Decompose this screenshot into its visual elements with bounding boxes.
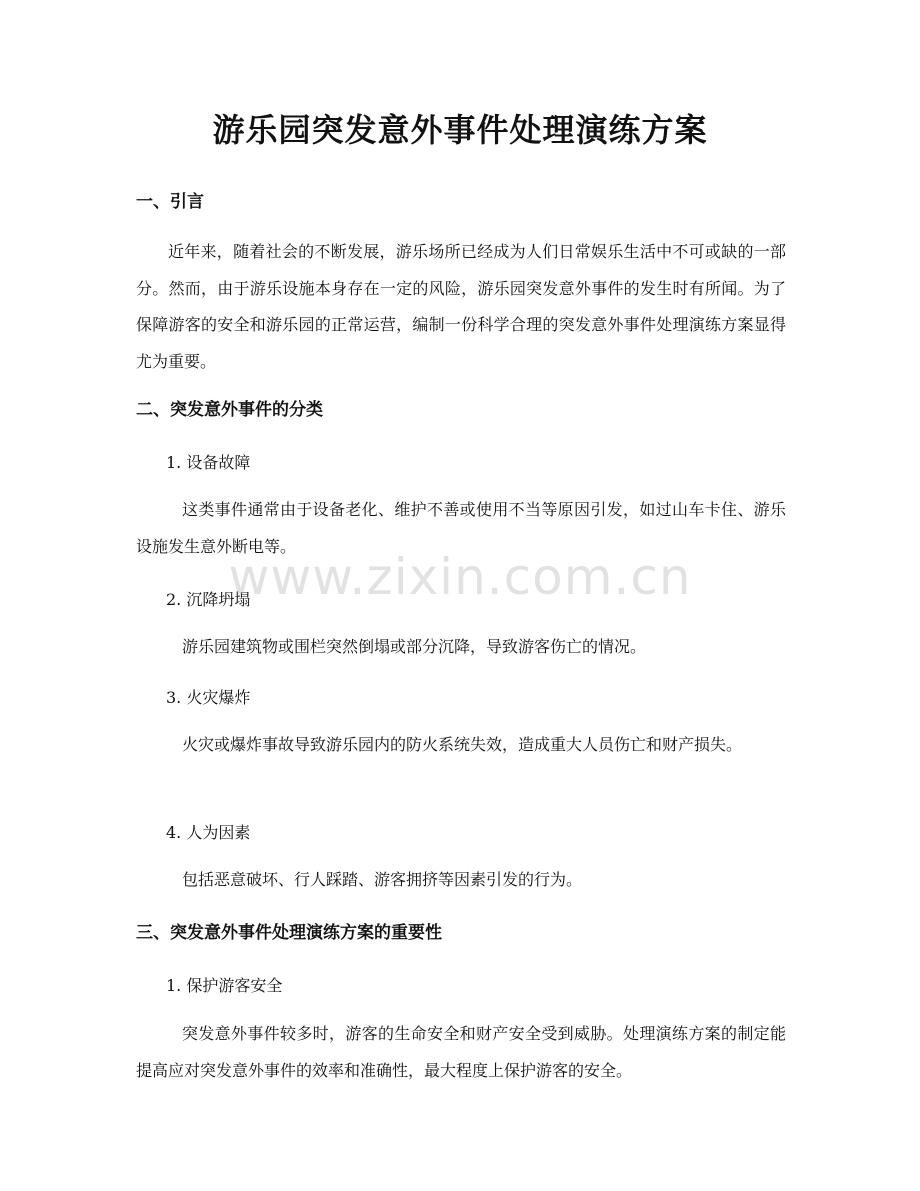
list-item-text: 突发意外事件较多时，游客的生命安全和财产安全受到威胁。处理演练方案的制定能提高应对突发意外事件的效率和准确性，最大程度上保护游客的安全。 [136, 1024, 786, 1080]
document-title: 游乐园突发意外事件处理演练方案 [212, 111, 708, 149]
list-item-text: 这类事件通常由于设备老化、维护不善或使用不当等原因引发，如过山车卡住、游乐设施发生意外断电等。 [136, 500, 786, 556]
list-item-text: 包括恶意破坏、行人踩踏、游客拥挤等因素引发的行为。 [182, 870, 583, 889]
list-item-label: 1. 设备故障 [166, 453, 251, 472]
section-heading-introduction: 一、引言 [136, 192, 204, 212]
list-item-label: 4. 人为因素 [166, 823, 251, 842]
section-heading-importance: 三、突发意外事件处理演练方案的重要性 [136, 923, 442, 943]
list-item-label: 3. 火灾爆炸 [166, 688, 251, 707]
introduction-paragraph: 近年来，随着社会的不断发展，游乐场所已经成为人们日常娱乐生活中不可或缺的一部分。然而，由于游乐设施本身存在一定的风险，游乐园突发意外事件的发生时有所闻。为了保障游客的安全和游乐园的正常运营，编制一份科学合理的突发意外事件处理演练方案显得尤为重要。 [136, 242, 786, 371]
list-item-label: 2. 沉降坍塌 [166, 590, 251, 609]
list-item-text: 火灾或爆炸事故导致游乐园内的防火系统失效，造成重大人员伤亡和财产损失。 [182, 735, 743, 754]
list-item-text: 游乐园建筑物或围栏突然倒塌或部分沉降，导致游客伤亡的情况。 [182, 637, 647, 656]
section-heading-classification: 二、突发意外事件的分类 [136, 400, 323, 420]
list-item-label: 1. 保护游客安全 [166, 976, 283, 995]
watermark: www.zixin.com.cn [228, 548, 692, 606]
